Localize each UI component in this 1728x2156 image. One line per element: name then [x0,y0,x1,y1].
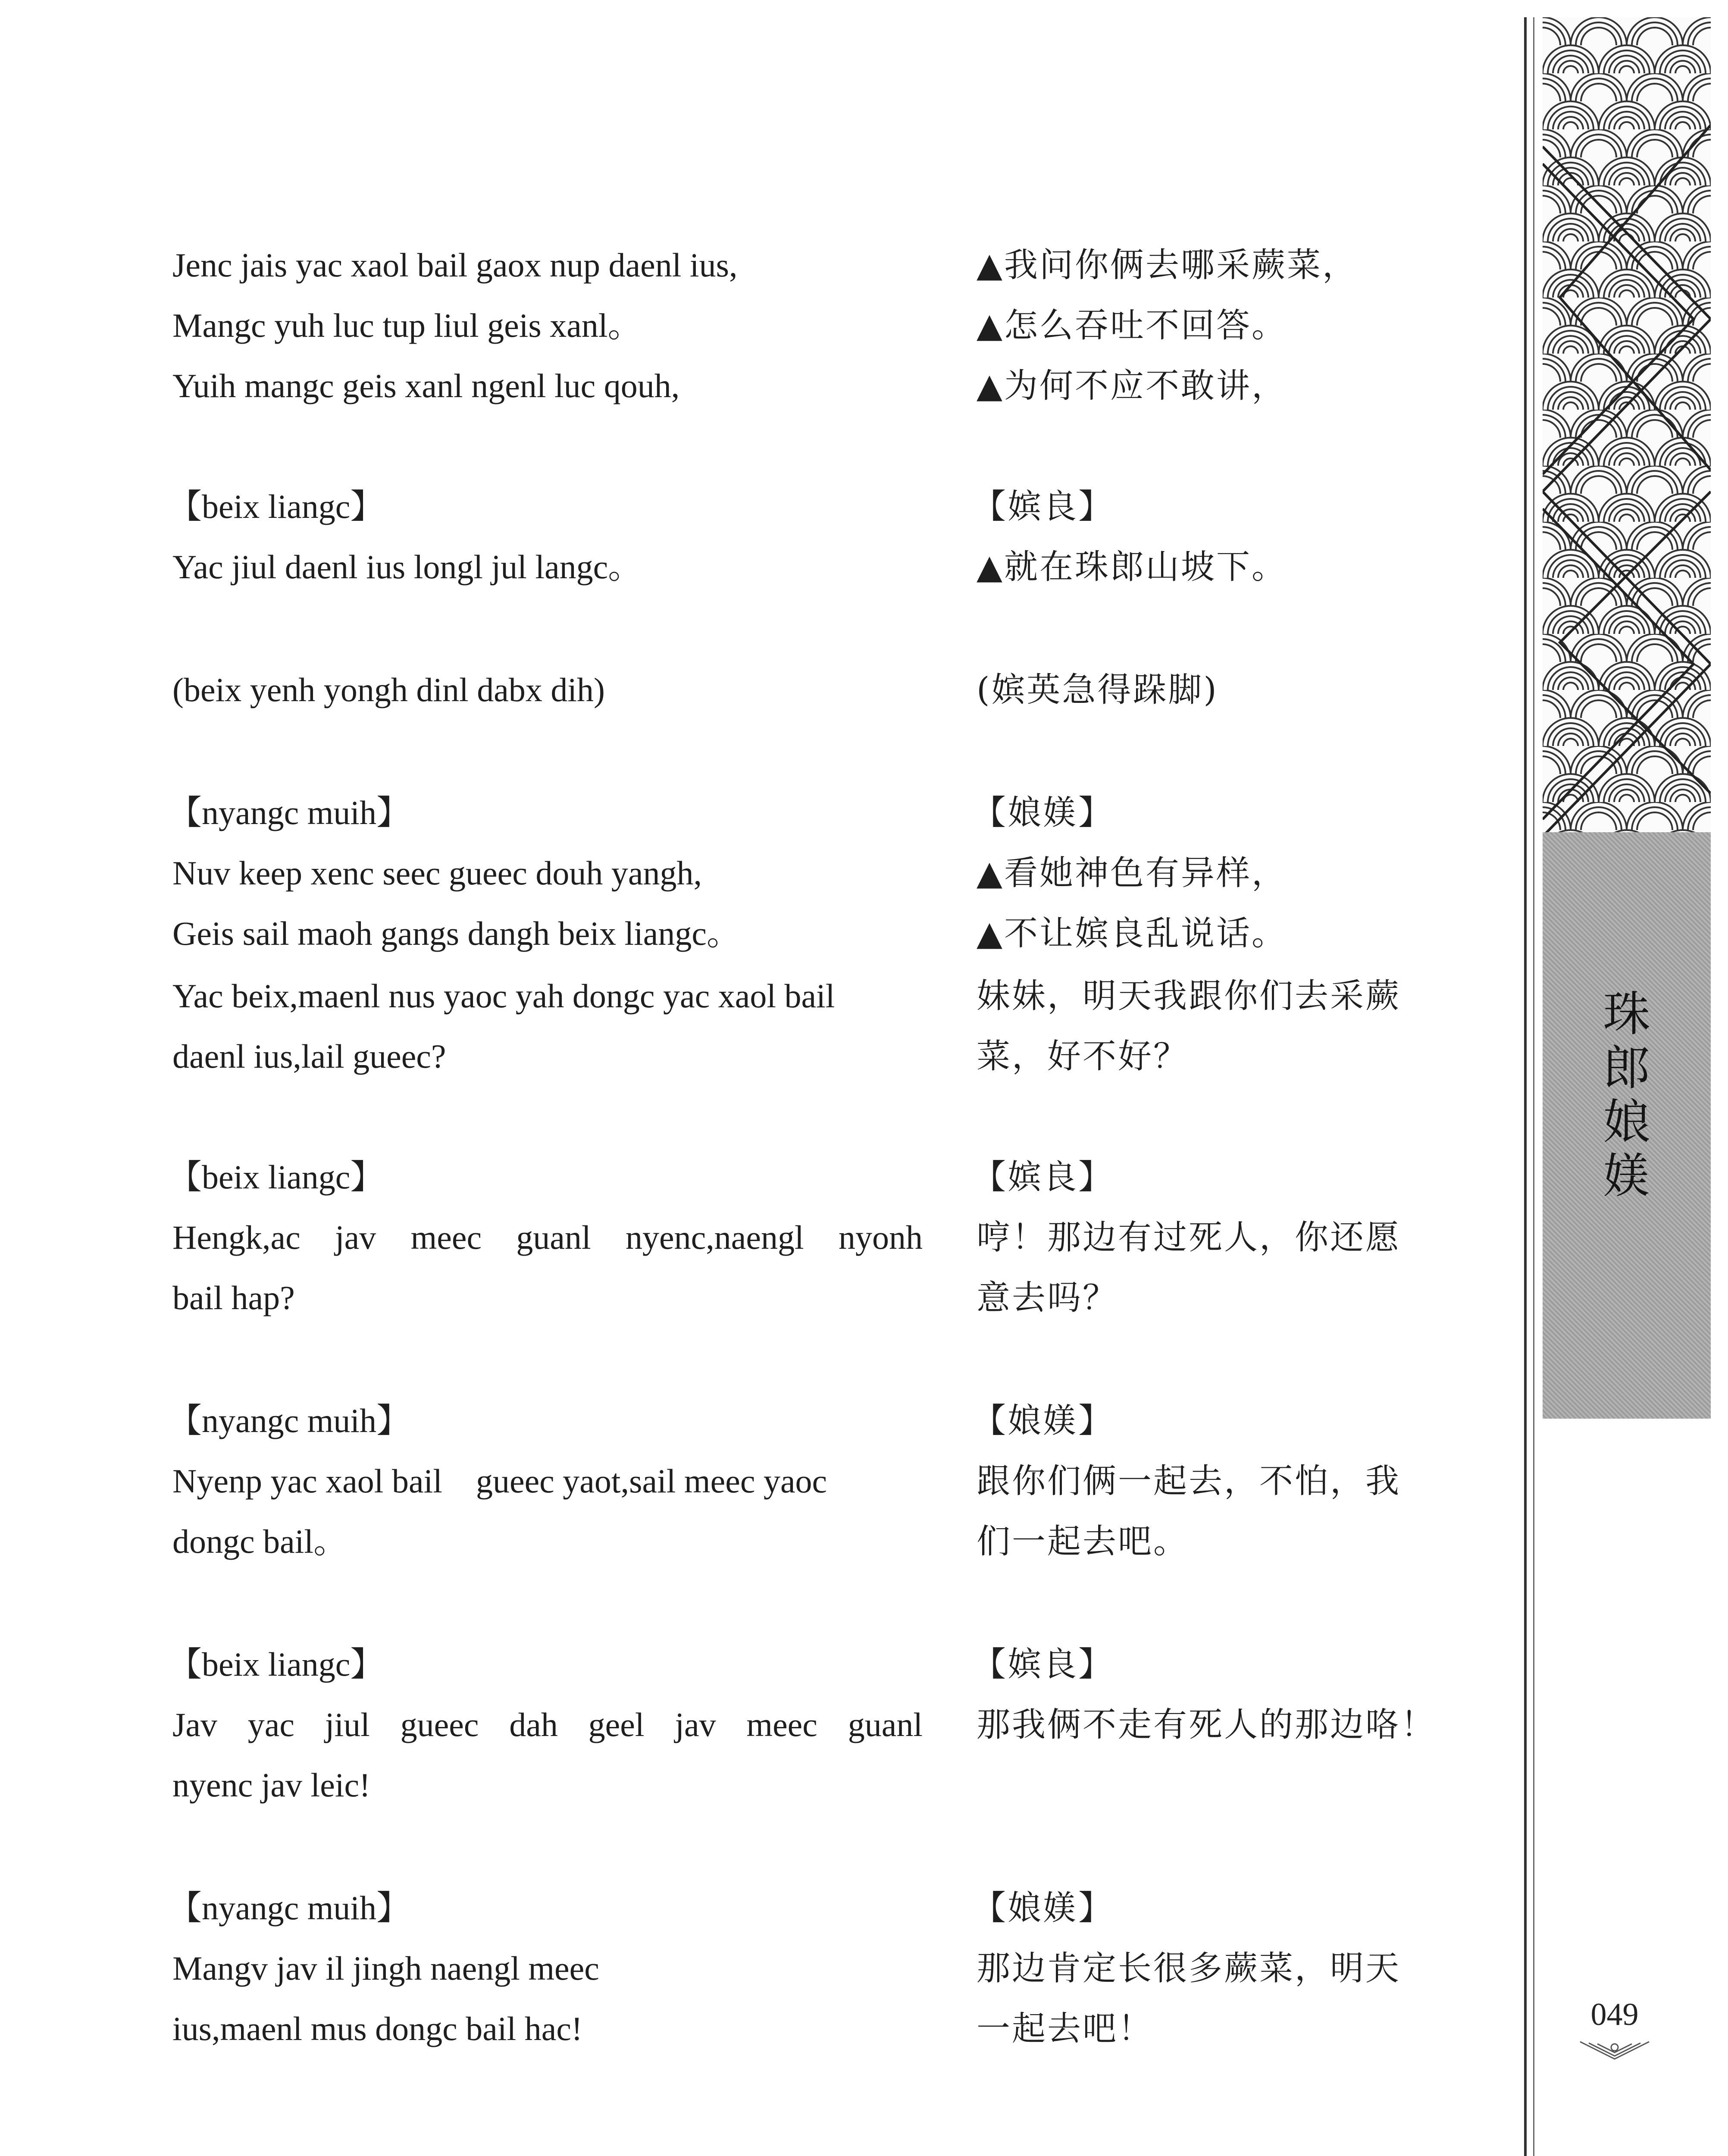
speaker-label: 【nyangc muih】 [168,1889,410,1927]
speaker-label: 【nyangc muih】 [168,1402,410,1439]
romanized-line: Yac beix,maenl nus yaoc yah dongc yac xaol bail [172,977,835,1015]
romanized-line: Nuv keep xenc seec gueec douh yangh, [172,854,702,892]
margin-rule [1524,17,1527,2156]
speaker-label: 【娘媄】 [972,793,1114,832]
speaker-label: 【嫔良】 [972,1645,1114,1684]
chinese-line: 意去吗？ [977,1279,1118,1317]
stage-direction: (beix yenh yongh dinl dabx dih) [172,671,605,708]
romanized-line: Geis sail maoh gangs dangh beix liangc。 [172,915,741,952]
book-title-text: 珠郎娘媄 [1603,987,1650,1203]
chinese-line: 哼！那边有过死人，你还愿 [977,1218,1401,1257]
speaker-label: 【嫔良】 [972,1158,1114,1197]
book-title [1543,987,1711,1203]
page-number: 049 [1590,1997,1639,2032]
speaker-label: 【娘媄】 [972,1889,1114,1927]
chinese-line: 那我俩不走有死人的那边咯！ [977,1705,1437,1744]
chinese-line: 妹妹，明天我跟你们去采蕨 [977,977,1401,1015]
chinese-line: 跟你们俩一起去，不怕，我 [977,1462,1401,1501]
romanized-line: daenl ius,lail gueec? [172,1037,446,1075]
speaker-label: 【beix liangc】 [168,488,384,525]
romanized-line: Yuih mangc geis xanl ngenl luc qouh, [172,367,680,404]
romanized-line: Jenc jais yac xaol bail gaox nup daenl ius, [172,246,738,284]
romanized-line: Jav yac jiul gueec dah geel jav meec guanl [172,1706,923,1743]
chinese-line: 们一起去吧。 [977,1522,1189,1561]
page-ornament-icon [1578,2040,1651,2061]
chinese-line: ▲看她神色有异样， [977,854,1287,893]
chinese-line: 那边肯定长很多蕨菜，明天 [977,1949,1401,1988]
romanized-line: Mangc yuh luc tup liul geis xanl。 [172,307,642,344]
chinese-line: ▲就在珠郎山坡下。 [977,548,1287,586]
chinese-line: 一起去吧！ [977,2009,1154,2048]
speaker-label: 【嫔良】 [972,487,1114,526]
romanized-line: ius,maenl mus dongc bail hac! [172,2010,582,2047]
romanized-line: Yac jiul daenl ius longl jul langc。 [172,548,642,586]
chinese-line: ▲怎么吞吐不回答。 [977,306,1287,345]
stage-direction: (嫔英急得跺脚) [977,671,1218,709]
chinese-line: ▲我问你俩去哪采蕨菜， [977,246,1358,285]
romanized-line: bail hap? [172,1279,295,1316]
romanized-line: dongc bail。 [172,1523,347,1560]
chinese-line: 菜，好不好？ [977,1037,1189,1076]
speaker-label: 【beix liangc】 [168,1645,384,1683]
romanized-line: Hengk,ac jav meec guanl nyenc,naengl nyonh [172,1219,923,1256]
romanized-line: Mangv jav il jingh naengl meec [172,1949,599,1987]
speaker-label: 【nyangc muih】 [168,794,410,831]
romanized-line: Nyenp yac xaol bail gueec yaot,sail meec yaoc [172,1462,827,1500]
speaker-label: 【娘媄】 [972,1401,1114,1440]
wave-pattern-ornament [1543,17,1711,841]
chinese-line: ▲不让嫔良乱说话。 [977,914,1287,953]
side-title-band [1543,832,1711,1419]
romanized-line: nyenc jav leic! [172,1766,371,1804]
margin-rule [1533,17,1534,2156]
chinese-line: ▲为何不应不敢讲， [977,367,1287,405]
speaker-label: 【beix liangc】 [168,1158,384,1196]
